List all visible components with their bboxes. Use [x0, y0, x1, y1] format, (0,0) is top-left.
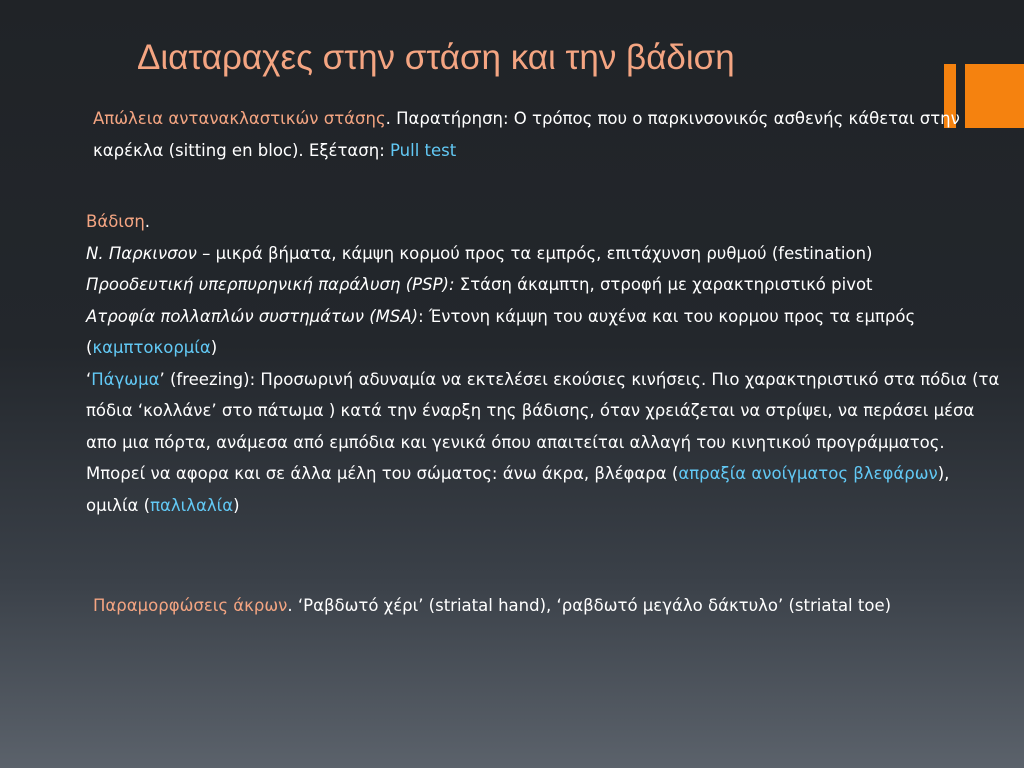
parkinson-term: Ν. Παρκινσον	[86, 243, 197, 263]
other-limbs-close-paren: )	[233, 495, 240, 515]
msa-term: Ατροφία πολλαπλών συστημάτων (MSA)	[86, 306, 419, 326]
psp-line	[86, 269, 1006, 301]
msa-line	[86, 301, 1006, 364]
parkinson-text: – μικρά βήματα, κάμψη κορμού προς τα εμπρός, επιτάχυνση ρυθμού (festination)	[196, 243, 873, 263]
eyelid-apraxia-link[interactable]: απραξία ανοίγματος βλεφάρων	[678, 464, 938, 483]
slide-title: Διαταραχες στην στάση και την βάδιση	[137, 38, 735, 77]
psp-term: Προοδευτική υπερπυρηνική παράλυση (PSP):	[86, 275, 455, 294]
freezing-open-quote: ‘	[86, 369, 92, 389]
camptocormia-link[interactable]: καμπτοκορμία	[92, 338, 211, 357]
msa-close-paren: )	[210, 338, 218, 357]
other-limbs-line	[86, 458, 1006, 521]
freezing-line	[86, 364, 1006, 459]
speech-text: ), ομιλία (	[86, 464, 950, 515]
limb-deformities-paragraph	[93, 590, 973, 622]
postural-reflex-heading: Απώλεια αντανακλαστικών στάσης	[93, 109, 386, 128]
gait-heading-line	[86, 206, 1006, 238]
gait-paragraph	[86, 206, 1006, 521]
pull-test-link[interactable]: Pull test	[390, 140, 457, 160]
limb-deformities-heading: Παραμορφώσεις άκρων	[93, 596, 288, 615]
palilalia-link[interactable]: παλιλαλία	[150, 495, 234, 515]
parkinson-line	[86, 238, 1006, 270]
other-limbs-text: Μπορεί να αφορα και σε άλλα μέλη του σώματος: άνω άκρα, βλέφαρα (	[86, 464, 679, 483]
freezing-link[interactable]: Πάγωμα	[91, 369, 160, 389]
limb-deformities-text: . ‘Ραβδωτό χέρι’ (striatal hand), ‘ραβδωτό μεγάλο δάκτυλο’ (striatal toe)	[287, 596, 892, 615]
gait-heading-tail: .	[144, 212, 151, 231]
accent-bar-wide	[965, 64, 1024, 128]
msa-text: : Έντονη κάμψη του αυχένα και του κορμου προς τα εμπρός (	[86, 306, 916, 357]
freezing-text: ’ (freezing): Προσωρινή αδυναμία να εκτελέσει εκούσιες κινήσεις. Πιο χαρακτηριστικό στα πόδια (τα πόδια ‘κολλάνε’ στο πάτωμα ) κατά την έναρξη της βάδισης, όταν χρειάζεται να στρίψει, να περάσει μέσα απο μια πόρτα, ανάμεσα από εμπόδια και γενικά όπου απαιτείται αλλαγή του κινητικού προγράμματος.	[86, 369, 1000, 452]
postural-reflex-paragraph	[93, 103, 973, 166]
postural-reflex-text: . Παρατήρηση: Ο τρόπος που ο παρκινσονικός ασθενής κάθεται στην καρέκλα (sitting en bloc). Εξέταση:	[93, 109, 960, 160]
psp-text: Στάση άκαμπτη, στροφή με χαρακτηριστικό pivot	[454, 275, 873, 294]
gait-heading: Βάδιση	[86, 212, 145, 231]
